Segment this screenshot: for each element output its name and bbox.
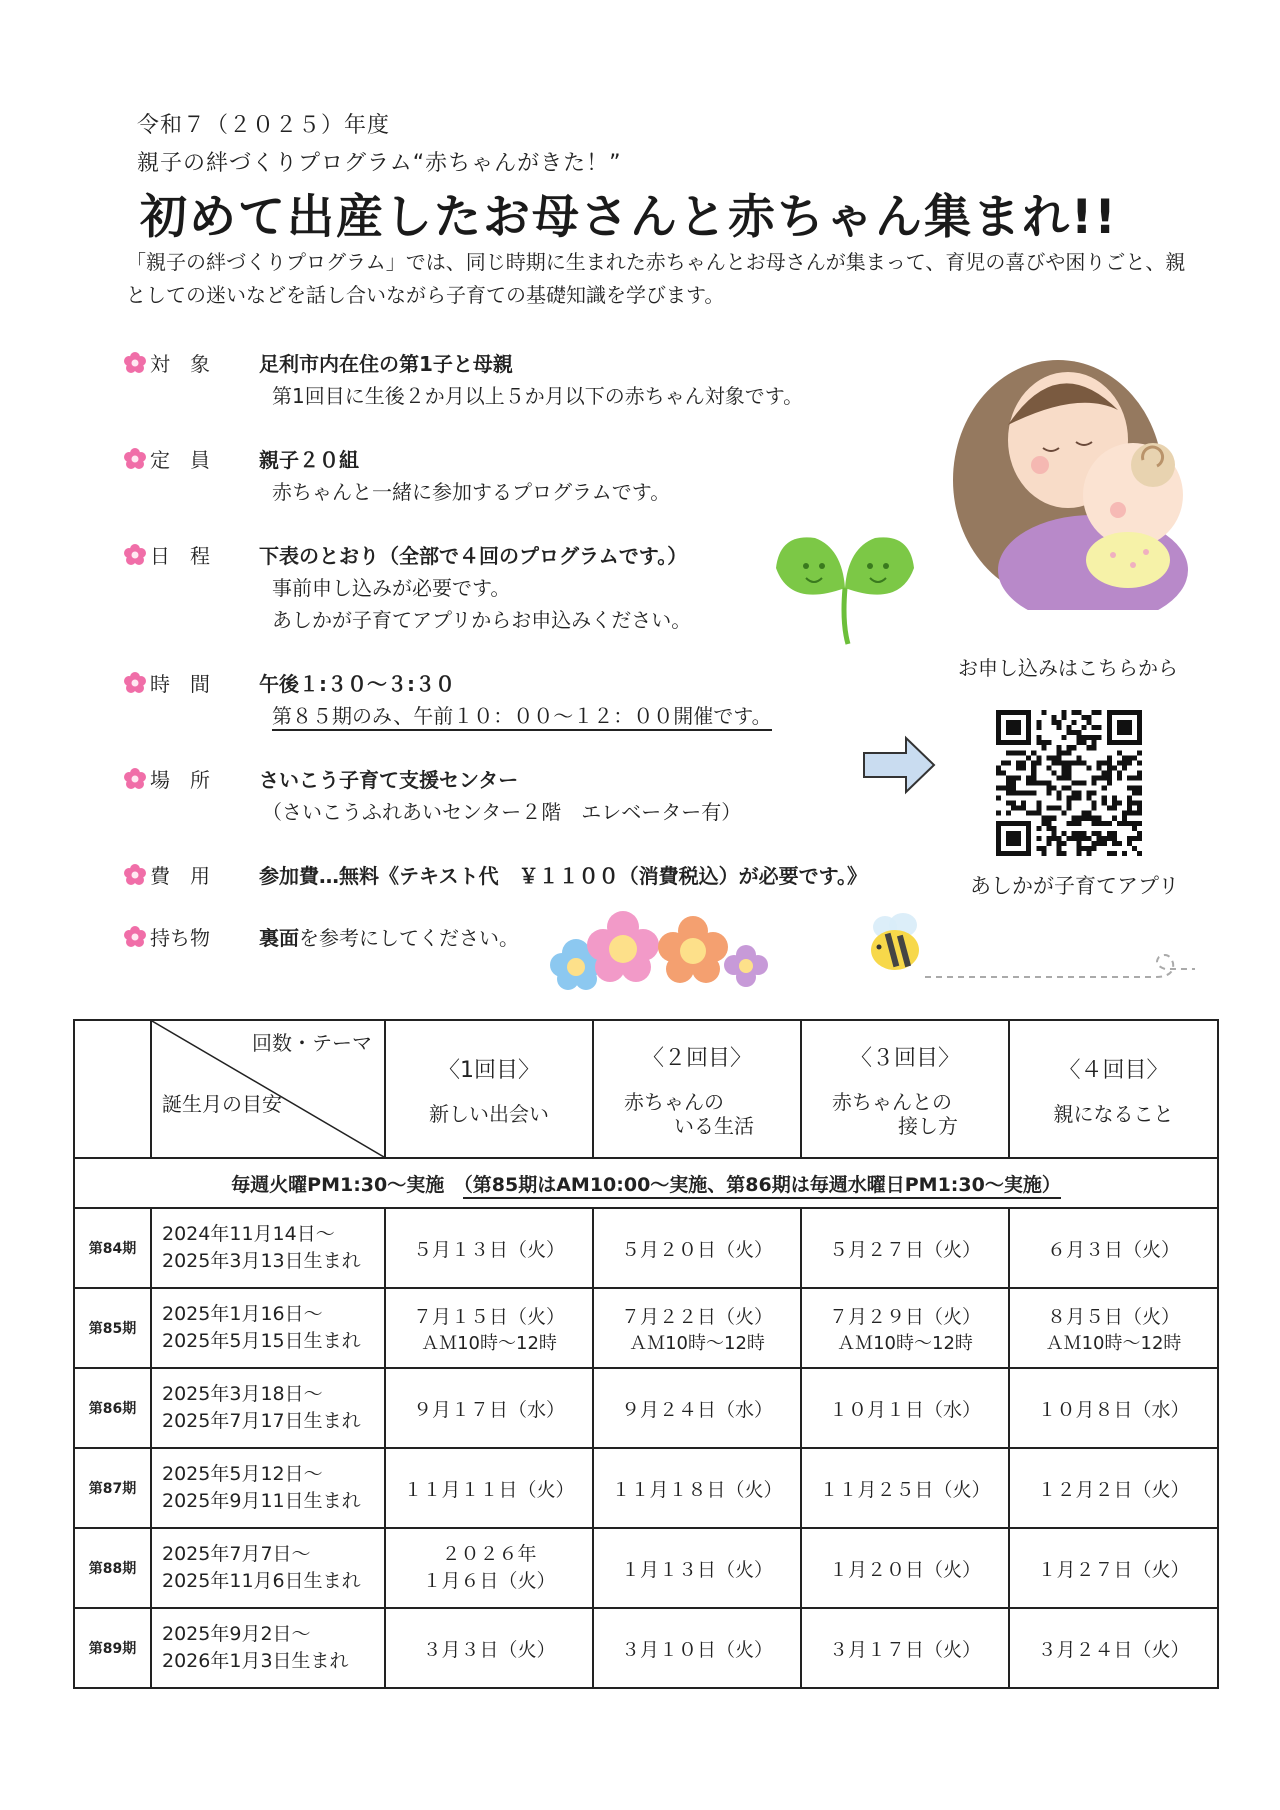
fee-label: 費 用	[124, 860, 210, 889]
header-round-4: 〈４回目〉 親になること	[1009, 1020, 1218, 1158]
period-cell: 第85期	[74, 1288, 151, 1368]
target-label: 対 象	[124, 348, 210, 377]
flower-icon	[124, 352, 146, 374]
schedule-note-row	[74, 1158, 1218, 1208]
schedule-label: 日 程	[124, 540, 210, 569]
date-cell: １１月２５日（火）	[801, 1448, 1009, 1528]
fee-value: 参加費…無料《テキスト代 ￥１１００（消費税込）が必要です。》	[259, 864, 867, 888]
time-value: 午後１:３０～３:３０	[259, 672, 455, 696]
header-round-2: 〈２回目〉 赤ちゃんの いる生活	[593, 1020, 801, 1158]
place-note: （さいこうふれあいセンター２階 エレベーター有）	[262, 800, 742, 824]
table-row	[74, 1448, 1218, 1528]
app-name: あしかが子育てアプリ	[970, 874, 1180, 898]
date-cell: １月１３日（火）	[593, 1528, 801, 1608]
date-cell: ５月１３日（火）	[385, 1208, 593, 1288]
flower-icon	[124, 448, 146, 470]
date-cell: ７月２９日（火） ＡＭ10時～12時	[801, 1288, 1009, 1368]
capacity-label: 定 員	[124, 444, 210, 473]
table-row	[74, 1608, 1218, 1688]
period-cell: 第86期	[74, 1368, 151, 1448]
capacity-value: 親子２０組	[259, 448, 359, 472]
flower-icon	[124, 672, 146, 694]
period-cell: 第84期	[74, 1208, 151, 1288]
time-label: 時 間	[124, 668, 210, 697]
schedule-value: 下表のとおり（全部で４回のプログラムです。）	[259, 544, 688, 568]
header-round-1: 〈1回目〉 新しい出会い	[385, 1020, 593, 1158]
belongings-rest: を参考にしてください。	[299, 926, 519, 950]
schedule-note-2: あしかが子育てアプリからお申込みください。	[272, 608, 692, 632]
period-cell: 第87期	[74, 1448, 151, 1528]
belongings-label: 持ち物	[124, 922, 210, 951]
header-round-theme: 回数・テーマ	[252, 1031, 372, 1055]
date-cell: １０月８日（水）	[1009, 1368, 1218, 1448]
program-name: 親子の絆づくりプログラム“赤ちゃんがきた！”	[137, 151, 622, 176]
date-cell: １０月１日（水）	[801, 1368, 1009, 1448]
flower-icon	[124, 544, 146, 566]
header-diagonal-cell	[151, 1020, 385, 1158]
schedule-table	[73, 1019, 1219, 1689]
date-cell: ７月１５日（火） ＡＭ10時～12時	[385, 1288, 593, 1368]
date-cell: １１月１８日（火）	[593, 1448, 801, 1528]
flowers-illustration	[548, 905, 778, 990]
time-note-wrap	[272, 700, 772, 729]
main-title: 初めて出産したお母さんと赤ちゃん集まれ!!	[140, 190, 1118, 245]
period-cell: 第88期	[74, 1528, 151, 1608]
leaf-sprout-icon	[770, 528, 920, 646]
birth-cell: 2025年7月7日～ 2025年11月6日生まれ	[151, 1528, 385, 1608]
fiscal-year: 令和７（２０２５）年度	[137, 113, 391, 138]
birth-cell: 2025年1月16日～ 2025年5月15日生まれ	[151, 1288, 385, 1368]
date-cell: ３月１０日（火）	[593, 1608, 801, 1688]
date-cell: １月２０日（火）	[801, 1528, 1009, 1608]
date-cell: ３月２４日（火）	[1009, 1608, 1218, 1688]
flower-icon	[124, 768, 146, 790]
time-note: 第８５期のみ、午前１０：００～１２：００開催です。	[272, 704, 772, 731]
date-cell: ３月１７日（火）	[801, 1608, 1009, 1688]
table-row	[74, 1528, 1218, 1608]
table-header-row	[74, 1020, 1218, 1158]
intro-text: 「親子の絆づくりプログラム」では、同じ時期に生まれた赤ちゃんとお母さんが集まって、育児の喜びや困りごと、親としての迷いなどを話し合いながら子育ての基礎知識を学びます。	[126, 250, 1186, 307]
schedule-note-1: 事前申し込みが必要です。	[272, 576, 511, 600]
date-cell: １１月１１日（火）	[385, 1448, 593, 1528]
date-cell: １月２７日（火）	[1009, 1528, 1218, 1608]
date-cell: ３月３日（火）	[385, 1608, 593, 1688]
capacity-note: 赤ちゃんと一緒に参加するプログラムです。	[272, 480, 671, 504]
table-row	[74, 1288, 1218, 1368]
flower-icon	[124, 864, 146, 886]
bee-illustration	[855, 905, 1200, 985]
date-cell: ６月３日（火）	[1009, 1208, 1218, 1288]
belongings-value	[259, 922, 519, 951]
table-row	[74, 1368, 1218, 1448]
date-cell: ８月５日（火） ＡＭ10時～12時	[1009, 1288, 1218, 1368]
arrow-right-icon	[862, 735, 936, 795]
belongings-bold: 裏面	[259, 926, 299, 950]
birth-cell: 2025年3月18日～ 2025年7月17日生まれ	[151, 1368, 385, 1448]
place-value: さいこう子育て支援センター	[259, 768, 519, 792]
mother-baby-illustration	[948, 330, 1208, 610]
table-row	[74, 1208, 1218, 1288]
date-cell: ５月２７日（火）	[801, 1208, 1009, 1288]
target-note: 第1回目に生後２か月以上５か月以下の赤ちゃん対象です。	[272, 384, 804, 408]
date-cell: ９月１７日（水）	[385, 1368, 593, 1448]
place-label: 場 所	[124, 764, 210, 793]
date-cell: ７月２２日（火） ＡＭ10時～12時	[593, 1288, 801, 1368]
header-round-3: 〈３回目〉 赤ちゃんとの 接し方	[801, 1020, 1009, 1158]
apply-text: お申し込みはこちらから	[958, 656, 1178, 680]
flower-icon	[124, 926, 146, 948]
header-empty-cell	[74, 1020, 151, 1158]
schedule-note-cell: 毎週火曜PM1:30～実施 （第85期はAM10:00～実施、第86期は毎週水曜日PM1:30～実施）	[74, 1158, 1218, 1208]
header-birth-month: 誕生月の目安	[162, 1092, 282, 1116]
date-cell: ５月２０日（火）	[593, 1208, 801, 1288]
target-value: 足利市内在住の第1子と母親	[259, 352, 513, 376]
date-cell: １２月２日（火）	[1009, 1448, 1218, 1528]
period-cell: 第89期	[74, 1608, 151, 1688]
date-cell: ２０２６年 １月６日（火）	[385, 1528, 593, 1608]
birth-cell: 2025年9月2日～ 2026年1月3日生まれ	[151, 1608, 385, 1688]
birth-cell: 2024年11月14日～ 2025年3月13日生まれ	[151, 1208, 385, 1288]
birth-cell: 2025年5月12日～ 2025年9月11日生まれ	[151, 1448, 385, 1528]
qr-code-icon[interactable]	[996, 710, 1142, 856]
date-cell: ９月２４日（水）	[593, 1368, 801, 1448]
